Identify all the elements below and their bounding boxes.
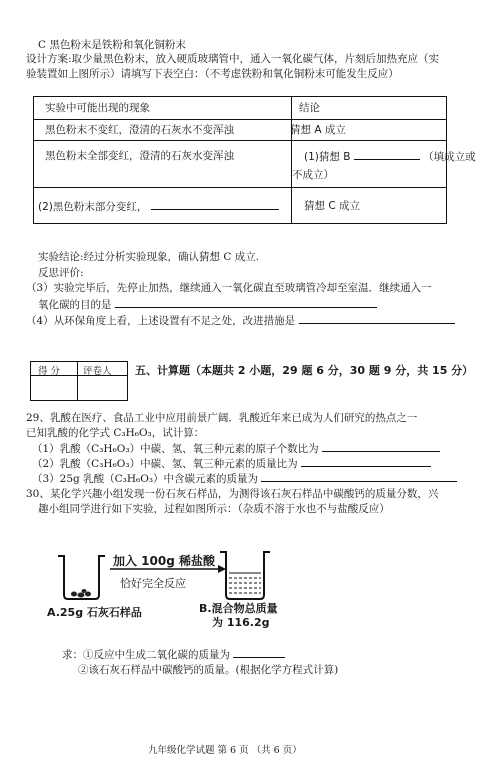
reflection-heading: 反思评价: bbox=[38, 267, 84, 279]
table-row-divider bbox=[34, 187, 446, 188]
question-29-sub-1 bbox=[32, 441, 440, 456]
question-4-answer-blank[interactable] bbox=[299, 313, 455, 324]
table-row1-conclusion: 猜想 A 成立 bbox=[290, 124, 346, 136]
question-4-text: （4）从环保角度上看，上述设置有不足之处，改进措施是 bbox=[26, 315, 296, 327]
table-row1-phenomenon: 黑色粉末不变红，澄清的石灰水不变浑浊 bbox=[45, 124, 234, 136]
mixture-b-label-1: B.混合物总质量 bbox=[199, 602, 278, 615]
score-box-divider bbox=[77, 362, 78, 400]
question-29-sub-1-blank[interactable] bbox=[322, 441, 440, 452]
arrow-label-top: 加入 100g 稀盐酸 bbox=[113, 554, 215, 568]
row2-answer-blank[interactable] bbox=[354, 149, 420, 160]
table-row3-phenomenon bbox=[38, 199, 279, 214]
table-header-phenomenon: 实验中可能出现的现象 bbox=[45, 102, 150, 114]
table-row-divider bbox=[34, 119, 446, 120]
table-column-divider bbox=[291, 97, 292, 223]
row3-phenomenon-text: (2)黑色粉末部分变红， bbox=[38, 201, 148, 213]
question-3-line-2 bbox=[38, 297, 377, 312]
row2-conclusion-hint: （填成立或 bbox=[423, 151, 476, 163]
question-29-sub-3-blank[interactable] bbox=[261, 471, 457, 482]
beaker-b-icon bbox=[220, 552, 270, 599]
row2-conclusion-tail: 不成立） bbox=[292, 169, 334, 181]
score-box bbox=[30, 361, 128, 401]
ask-line-1-blank[interactable] bbox=[233, 647, 285, 658]
question-29-line-1: 29、乳酸在医疗、食品工业中应用前景广阔．乳酸近年来已成为人们研究的热点之一 bbox=[26, 412, 418, 424]
question-30-line-2: 趣小组同学进行如下实验，过程如图所示：（杂质不溶于水也不与盐酸反应） bbox=[38, 503, 390, 515]
page-footer: 九年级化学试题 第 6 页 （共 6 页） bbox=[148, 745, 302, 756]
score-label: 得 分 bbox=[38, 366, 61, 377]
design-line-1: 设计方案:取少量黑色粉末，放入硬质玻璃管中，通入一氧化碳气体，片刻后加热充应（实 bbox=[26, 53, 440, 65]
question-29-sub-2 bbox=[32, 456, 431, 471]
row3-answer-blank[interactable] bbox=[151, 199, 279, 210]
experiment-conclusion: 实验结论:经过分析实验现象，确认猜想 C 成立. bbox=[38, 251, 260, 263]
table-row3-conclusion: 猜想 C 成立 bbox=[304, 200, 361, 212]
table-header-conclusion: 结论 bbox=[299, 102, 320, 114]
table-row-divider bbox=[34, 140, 446, 141]
question-4 bbox=[26, 313, 455, 328]
section-5-title: 五、计算题（本题共 2 小题，29 题 6 分，30 题 9 分，共 15 分） bbox=[135, 364, 474, 377]
beaker-a-icon bbox=[58, 556, 105, 599]
sample-a-label: A.25g 石灰石样品 bbox=[47, 606, 142, 619]
mixture-b-label-2: 为 116.2g bbox=[212, 616, 270, 629]
arrow-label-bottom: 恰好完全反应 bbox=[120, 577, 186, 590]
guess-c-text: C 黑色粉末是铁粉和氧化铜粉末 bbox=[38, 39, 186, 51]
row2-conclusion-guess-b: (1)猜想 B bbox=[304, 151, 351, 163]
question-29-sub-3-text: （3）25g 乳酸（C₃H₆O₃）中含碳元素的质量为 bbox=[32, 473, 259, 485]
table-row2-conclusion bbox=[304, 149, 476, 164]
grader-label: 评卷人 bbox=[83, 366, 112, 377]
experiment-table bbox=[33, 96, 476, 224]
question-29-sub-3 bbox=[32, 471, 457, 486]
ask-line-1-text: 求：①反应中生成二氧化碳的质量为 bbox=[62, 649, 230, 661]
question-3-answer-blank[interactable] bbox=[115, 297, 377, 308]
question-29-sub-1-text: （1）乳酸（C₃H₆O₃）中碳、氢、氧三种元素的原子个数比为 bbox=[32, 443, 319, 455]
question-29-sub-2-text: （2）乳酸（C₃H₆O₃）中碳、氢、氧三种元素的质量比为 bbox=[32, 458, 298, 470]
table-row2-phenomenon: 黑色粉末全部变红，澄清的石灰水变浑浊 bbox=[45, 150, 234, 162]
ask-line-1 bbox=[62, 647, 285, 662]
question-3-text: 氧化碳的目的是 bbox=[38, 299, 112, 311]
question-29-line-2: 已知乳酸的化学式 C₃H₆O₃，试计算： bbox=[26, 427, 205, 439]
question-3-line-1: （3）实验完毕后，先停止加热，继续通入一氧化碳直至玻璃管冷却至室温．继续通入一 bbox=[26, 282, 432, 294]
design-line-2: 验装置如上图所示）请填写下表空白：（不考虑铁粉和氧化铜粉末可能发生反应） bbox=[26, 68, 399, 80]
ask-line-2: ②该石灰石样品中碳酸钙的质量。(根据化学方程式计算) bbox=[78, 664, 339, 676]
question-30-line-1: 30、某化学兴趣小组发现一份石灰石样品，为测得该石灰石样品中碳酸钙的质量分数，兴 bbox=[26, 488, 439, 500]
question-29-sub-2-blank[interactable] bbox=[301, 456, 431, 467]
